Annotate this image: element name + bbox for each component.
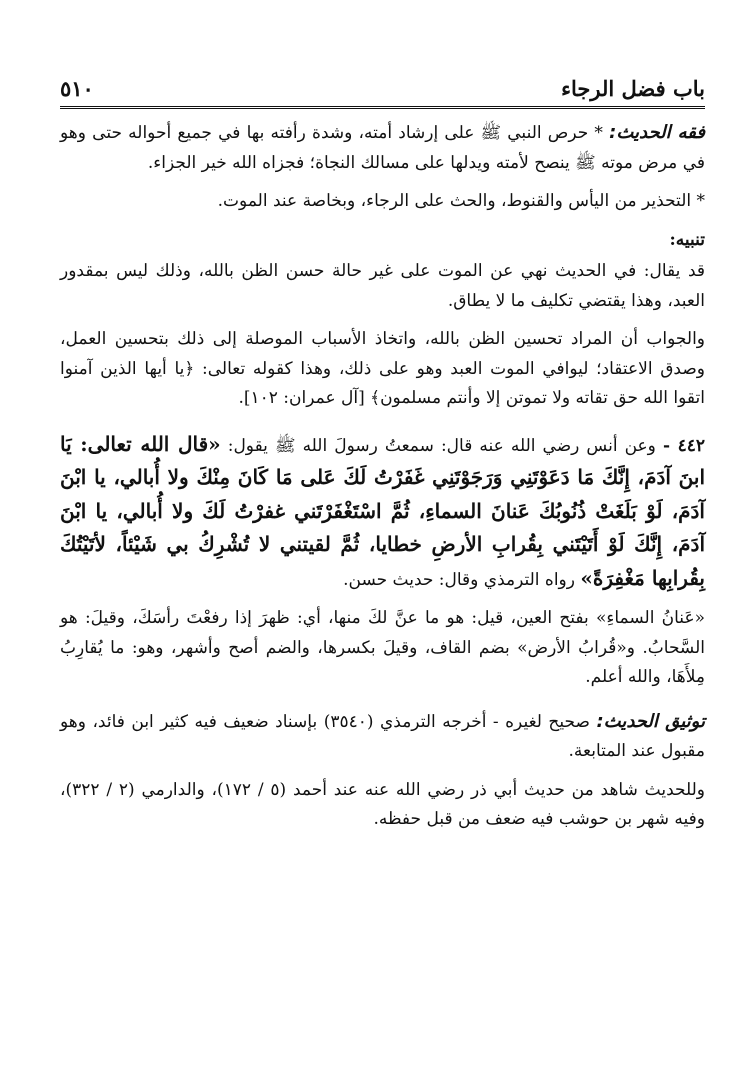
tanbih-text-1: قد يقال: في الحديث نهي عن الموت على غير حالة حسن الظن بالله، وذلك ليس بمقدور العبد، وهذا يقتضي تكليف ما لا يطاق.: [60, 261, 705, 311]
hadith-intro: وعن أنس رضي الله عنه قال: سمعتُ رسولَ الله ﷺ يقول:: [227, 435, 656, 456]
hadith-paragraph: [60, 428, 705, 596]
tawthiq-heading: توثيق الحديث:: [596, 710, 705, 732]
fiqh-paragraph-2: [60, 187, 705, 217]
tanbih-paragraph-1: [60, 257, 705, 316]
fiqh-text-1: * حرص النبي ﷺ على إرشاد أمته، وشدة رأفته بها في جميع أحواله حتى وهو في مرض موته ﷺ ينصح لأمته ويدلها على مسالك النجاة؛ فجزاه الله خير الجزاء.: [60, 123, 705, 173]
tanbih-label-line: [60, 226, 705, 256]
tanbih-paragraph-2: [60, 325, 705, 414]
tanbih-label: تنبيه:: [669, 229, 705, 250]
tanbih-text-2: والجواب أن المراد تحسين الظن بالله، واتخاذ الأسباب الموصلة إلى ذلك بتحسين العمل، وصدق الاعتقاد؛ ليوافي الموت العبد وهو على ذلك، وهذا كقوله تعالى: ﴿يا أيها الذين آمنوا اتقوا الله حق تقاته ولا تموتن إلا وأنتم مسلمون﴾ [آل عمران: ١٠٢].: [60, 329, 705, 408]
page-header: [60, 70, 705, 109]
fiqh-heading: فقه الحديث:: [609, 122, 705, 143]
explanation-text: «عَنانُ السماءِ» بفتح العين، قيل: هو ما عنَّ لكَ منها، أي: ظهرَ إذا رفعْتَ رأسَكَ، وقيلَ: هو السَّحابُ. و«قُرابُ الأرض» بضم القاف، وقيلَ بكسرها، والضم أصح وأشهر، وهو: ما يُقارِبُ مِلأَهَا، والله أعلم.: [60, 608, 705, 687]
page-number: ٥١٠: [60, 75, 94, 101]
tawthiq-text-2: وللحديث شاهد من حديث أبي ذر رضي الله عنه عند أحمد (٥ / ١٧٢)، والدارمي (٢ / ٣٢٢)، وفيه شهر بن حوشب فيه ضعف من قبل حفظه.: [60, 779, 705, 829]
fiqh-text-2: * التحذير من اليأس والقنوط، والحث على الرجاء، وبخاصة عند الموت.: [217, 191, 705, 211]
hadith-number: ٤٤٢ -: [662, 435, 705, 456]
tawthiq-paragraph-1: [60, 707, 705, 767]
chapter-title: باب فضل الرجاء: [561, 75, 705, 101]
hadith-text: «قال الله تعالى: يَا ابنَ آدَمَ، إِنَّكَ مَا دَعَوْتَنِي وَرَجَوْتَنِي غَفَرْتُ لَكَ عَلى مَا كَانَ مِنْكَ ولا أُبالي، يا ابْنَ آدَمَ، لَوْ بَلَغَتْ ذُنُوبُكَ عَنانَ السماءِ، ثُمَّ اسْتَغْفَرْتَني غفرْتُ لَكَ ولا أُبالي، يا ابْنَ آدَمَ، إِنَّكَ لَوْ أَتَيْتَني بِقُرابِ الأرضِ خطايا، ثُمَّ لقيتني لا تُشْرِكُ بي شَيْئاً، لأتَيْتُكَ بِقُرابِها مَغْفِرَةً»: [60, 431, 705, 590]
explanation-paragraph: [60, 604, 705, 693]
tawthiq-paragraph-2: [60, 776, 705, 835]
page-body: [60, 118, 705, 844]
fiqh-paragraph-1: [60, 118, 705, 178]
tawthiq-text-1: صحيح لغيره - أخرجه الترمذي (٣٥٤٠) بإسناد ضعيف فيه كثير ابن فائد، وهو مقبول عند المتابعة.: [60, 711, 705, 761]
hadith-narration: رواه الترمذي وقال: حديث حسن.: [343, 569, 575, 590]
